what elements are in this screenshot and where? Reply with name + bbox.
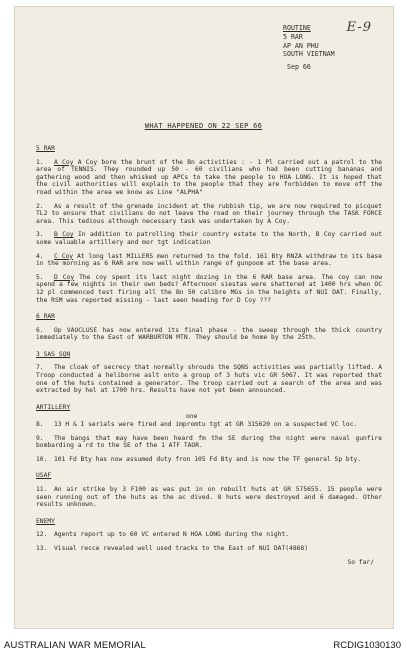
archive-record-id: RCDIG1030130: [333, 640, 401, 651]
paragraph-4: 4. C Coy At long last MILLERS men returned to the fold. 161 Bty RNZA withdraw to its base in the morning as 6 RAR are now well within range of gunpoom at the base area.: [36, 252, 382, 268]
document-date: Sep 66: [287, 63, 311, 72]
paragraph-9: 9. The bangs that may have been heard fm the SE during the night were naval gunfire bombarding a rd to the SE of the 1 ATF TAOR.: [36, 434, 382, 450]
section-heading-usaf: USAF: [36, 472, 52, 480]
section-heading-6rar: 6 RAR: [36, 313, 55, 321]
handwritten-insert: one: [186, 413, 198, 421]
section-heading-artillery: ARTILLERY: [36, 403, 71, 411]
paragraph-3: 3. B Coy In addition to patrolling their country estate to the North, B Coy carried out some valuable artillery and mor tgt indication: [36, 231, 382, 246]
paragraph-10: 10. 101 Fd Bty has now assumed duty fron 105 Fd Bty and is now the TF general Sp bty.: [36, 455, 362, 463]
unit: 5 RAR: [283, 32, 303, 41]
paragraph-5: 5. D Coy The coy spent its last night dozing in the 6 RAR base area. The coy can now spend a few nights in their own beds? Afternoon siestas were shattered at 1400 hrs when OC 12 pl commenced test firing all the Bn 50 calibre MGs in the heights of NUI DAT. Finally, the RSM was reported missing - last seen heading for D Coy ???: [36, 273, 382, 304]
archive-name: AUSTRALIAN WAR MEMORIAL: [4, 640, 147, 651]
paragraph-1: 1. A Coy A Coy bore the brunt of the Bn activities : - 1 Pl carried out a patrol to the area of TENNIS. They rounded up 50 - 60 civilians who had been cutting bananas and gathering wood and then whisked up APCs to take the people to HOA LONG. It is hoped that the civil authorities will explain to the people that they are forbidden to move off the road within the area we know as Line "ALPHA": [36, 158, 382, 196]
continuation-note: So far/: [347, 558, 374, 566]
classification: ROUTINE: [283, 24, 311, 32]
paragraph-6: 6. Op VAUCLUSE has now entered its final phase - the sweep through the thick country immediately to the East of WARBURTON MTN. They should be home by the 25th.: [36, 326, 382, 342]
location: AP AN PHU: [283, 41, 319, 50]
paragraph-2: 2. As a result of the grenade incident at the rubbish tip, we are now required to picquet TL2 to ensure that civilians do not leave the road on their journey through the TASK FORCE area. This tedious although necessary task was undertaken by A Coy.: [36, 202, 382, 225]
archive-footer: [0, 634, 407, 654]
archive-reference-mark: E-9: [346, 20, 372, 35]
paragraph-8: 8. 13 H & I serials were fired and impromtu tgt at GR 315620 on a suspected VC loc.: [36, 421, 358, 429]
country: SOUTH VIETNAM: [283, 50, 335, 59]
paragraph-7: 7. The cloak of secrecy that normally shrouds the SQNS activities was partially lifted. A Troop conducted a heliborne aslt onto a group of 3 huts vic GR 5067. It was reported that one of the huts contained a generator. The troop carried out a search of the area and was extracted by hel at 1700 hrs. Results have not yet been announced.: [36, 364, 382, 395]
document-header: [283, 24, 335, 72]
section-heading-5rar: 5 RAR: [36, 145, 55, 152]
report-body: [36, 104, 382, 566]
paragraph-13: 13. Visual recce revealed well used tracks to the East of NUI DAT(4868): [36, 544, 309, 552]
paragraph-11: 11. An air strike by 3 F100 as was put in on rebuilt huts at GR 575655. 15 people were seen running out of the huts as the ac dived. 8 huts were destroyed and 6 damaged. Other results unknown.: [36, 486, 382, 509]
document-title: WHAT HAPPENED ON 22 SEP 66: [144, 122, 263, 130]
section-heading-enemy: ENEMY: [36, 517, 55, 525]
paragraph-12: 12. Agents report up to 60 VC entered N HOA LONG during the night.: [36, 531, 290, 539]
section-heading-sas: 3 SAS SQN: [36, 350, 71, 358]
